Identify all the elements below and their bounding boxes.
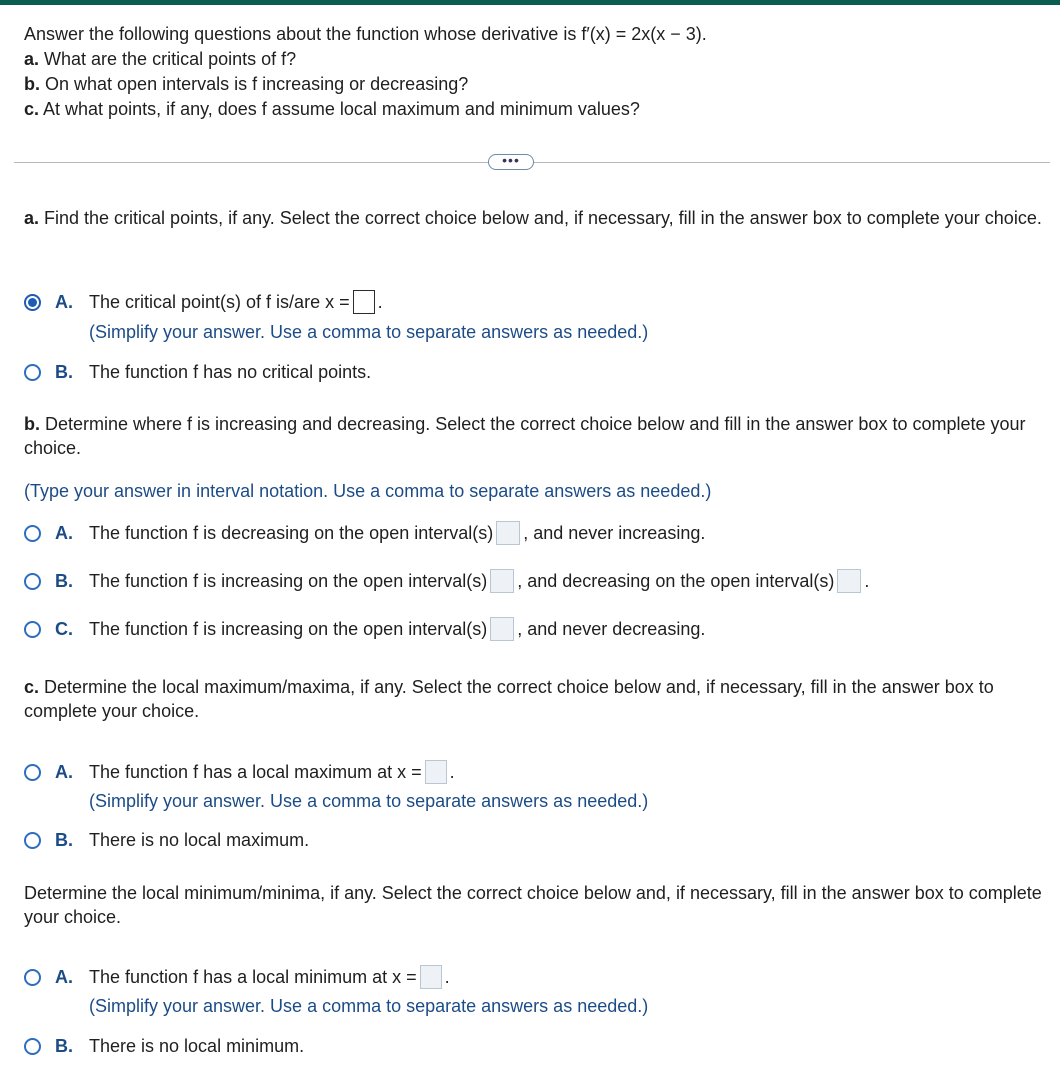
choice-text: The function f is increasing on the open interval(s) bbox=[89, 618, 488, 639]
problem-c-text: At what points, if any, does f assume local maximum and minimum values? bbox=[39, 99, 640, 119]
radio-icon[interactable] bbox=[24, 573, 41, 590]
choice-letter: C. bbox=[55, 618, 73, 639]
problem-b-label: b. bbox=[24, 74, 40, 94]
part-c-prompt bbox=[24, 675, 1044, 723]
problem-statement bbox=[24, 22, 707, 122]
problem-a-text: What are the critical points of f? bbox=[39, 49, 297, 69]
problem-part-a bbox=[24, 47, 707, 72]
choice-text-cont: , and never increasing. bbox=[523, 522, 706, 543]
part-c-min-prompt: Determine the local minimum/minima, if any. Select the correct choice below and, if necessary, fill in the answer box to complete your choice. bbox=[24, 883, 1042, 927]
radio-icon[interactable] bbox=[24, 764, 41, 781]
choice-text: There is no local maximum. bbox=[89, 829, 310, 850]
part-a-label: a. bbox=[24, 208, 40, 228]
increasing-interval-answer-box[interactable] bbox=[490, 617, 514, 641]
problem-intro: Answer the following questions about the function whose derivative is f′(x) = 2x(x − 3). bbox=[24, 24, 707, 44]
radio-icon[interactable] bbox=[24, 364, 41, 381]
choice-period: . bbox=[377, 291, 383, 312]
choice-text: There is no local minimum. bbox=[89, 1035, 305, 1056]
part-b-hint: (Type your answer in interval notation. Use a comma to separate answers as needed.) bbox=[24, 481, 712, 501]
part-b-prompt-text: Determine where f is increasing and decreasing. Select the correct choice below and fill in the answer box to complete your choice. bbox=[24, 414, 1026, 458]
part-a-choice-a-hint: (Simplify your answer. Use a comma to separate answers as needed.) bbox=[89, 322, 649, 342]
choice-letter: B. bbox=[55, 1035, 73, 1056]
problem-a-label: a. bbox=[24, 49, 40, 69]
radio-icon[interactable] bbox=[24, 832, 41, 849]
choice-period: . bbox=[444, 966, 450, 987]
part-b-choice-b[interactable] bbox=[24, 567, 869, 595]
part-a-prompt-text: Find the critical points, if any. Select the correct choice below and, if necessary, fill in the answer box to complete your choice. bbox=[39, 208, 1042, 228]
choice-text: The function f is increasing on the open interval(s) bbox=[89, 570, 488, 591]
decreasing-interval-answer-box[interactable] bbox=[496, 521, 520, 545]
part-c-label: c. bbox=[24, 677, 40, 697]
decreasing-interval-answer-box[interactable] bbox=[837, 569, 861, 593]
radio-icon[interactable] bbox=[24, 969, 41, 986]
choice-text: The function f has a local maximum at x = bbox=[89, 761, 422, 782]
local-max-answer-box[interactable] bbox=[425, 760, 447, 784]
part-c-max-choice-a[interactable] bbox=[24, 758, 455, 786]
part-c-max-hint: (Simplify your answer. Use a comma to separate answers as needed.) bbox=[89, 791, 649, 811]
radio-icon[interactable] bbox=[24, 1038, 41, 1055]
part-c-min-choice-b[interactable] bbox=[24, 1032, 304, 1060]
top-accent-bar bbox=[0, 0, 1060, 5]
choice-letter: A. bbox=[55, 522, 73, 543]
problem-part-c bbox=[24, 97, 707, 122]
choice-letter: B. bbox=[55, 829, 73, 850]
part-b-choice-c[interactable] bbox=[24, 615, 705, 643]
part-c-min-choice-a[interactable] bbox=[24, 963, 450, 991]
choice-letter: B. bbox=[55, 570, 73, 591]
choice-text-cont: , and decreasing on the open interval(s) bbox=[517, 570, 835, 591]
problem-part-b bbox=[24, 72, 707, 97]
critical-points-answer-box[interactable] bbox=[353, 290, 375, 314]
part-a-choice-b[interactable] bbox=[24, 358, 371, 386]
local-min-answer-box[interactable] bbox=[420, 965, 442, 989]
problem-c-label: c. bbox=[24, 99, 40, 119]
part-b-choice-a[interactable] bbox=[24, 519, 705, 547]
radio-selected-icon[interactable] bbox=[24, 294, 41, 311]
choice-letter: A. bbox=[55, 761, 73, 782]
part-a-choice-a[interactable] bbox=[24, 288, 383, 316]
part-c-prompt-text: Determine the local maximum/maxima, if any. Select the correct choice below and, if necessary, fill in the answer box to complete your choice. bbox=[24, 677, 994, 721]
choice-period: . bbox=[449, 761, 455, 782]
part-c-max-choice-b[interactable] bbox=[24, 826, 309, 854]
expand-more-button[interactable]: ••• bbox=[488, 154, 534, 170]
part-b-prompt bbox=[24, 412, 1044, 460]
choice-text: The function f is decreasing on the open interval(s) bbox=[89, 522, 494, 543]
part-c-min-hint: (Simplify your answer. Use a comma to separate answers as needed.) bbox=[89, 996, 649, 1016]
choice-letter: A. bbox=[55, 966, 73, 987]
choice-period: . bbox=[864, 570, 870, 591]
choice-letter: A. bbox=[55, 291, 73, 312]
choice-text-cont: , and never decreasing. bbox=[517, 618, 706, 639]
part-a-prompt bbox=[24, 206, 1044, 230]
choice-letter: B. bbox=[55, 361, 73, 382]
radio-icon[interactable] bbox=[24, 525, 41, 542]
part-b-label: b. bbox=[24, 414, 40, 434]
problem-b-text: On what open intervals is f increasing or decreasing? bbox=[40, 74, 469, 94]
choice-text: The function f has no critical points. bbox=[89, 361, 372, 382]
choice-text: The critical point(s) of f is/are x = bbox=[89, 291, 350, 312]
increasing-interval-answer-box[interactable] bbox=[490, 569, 514, 593]
radio-icon[interactable] bbox=[24, 621, 41, 638]
choice-text: The function f has a local minimum at x = bbox=[89, 966, 417, 987]
